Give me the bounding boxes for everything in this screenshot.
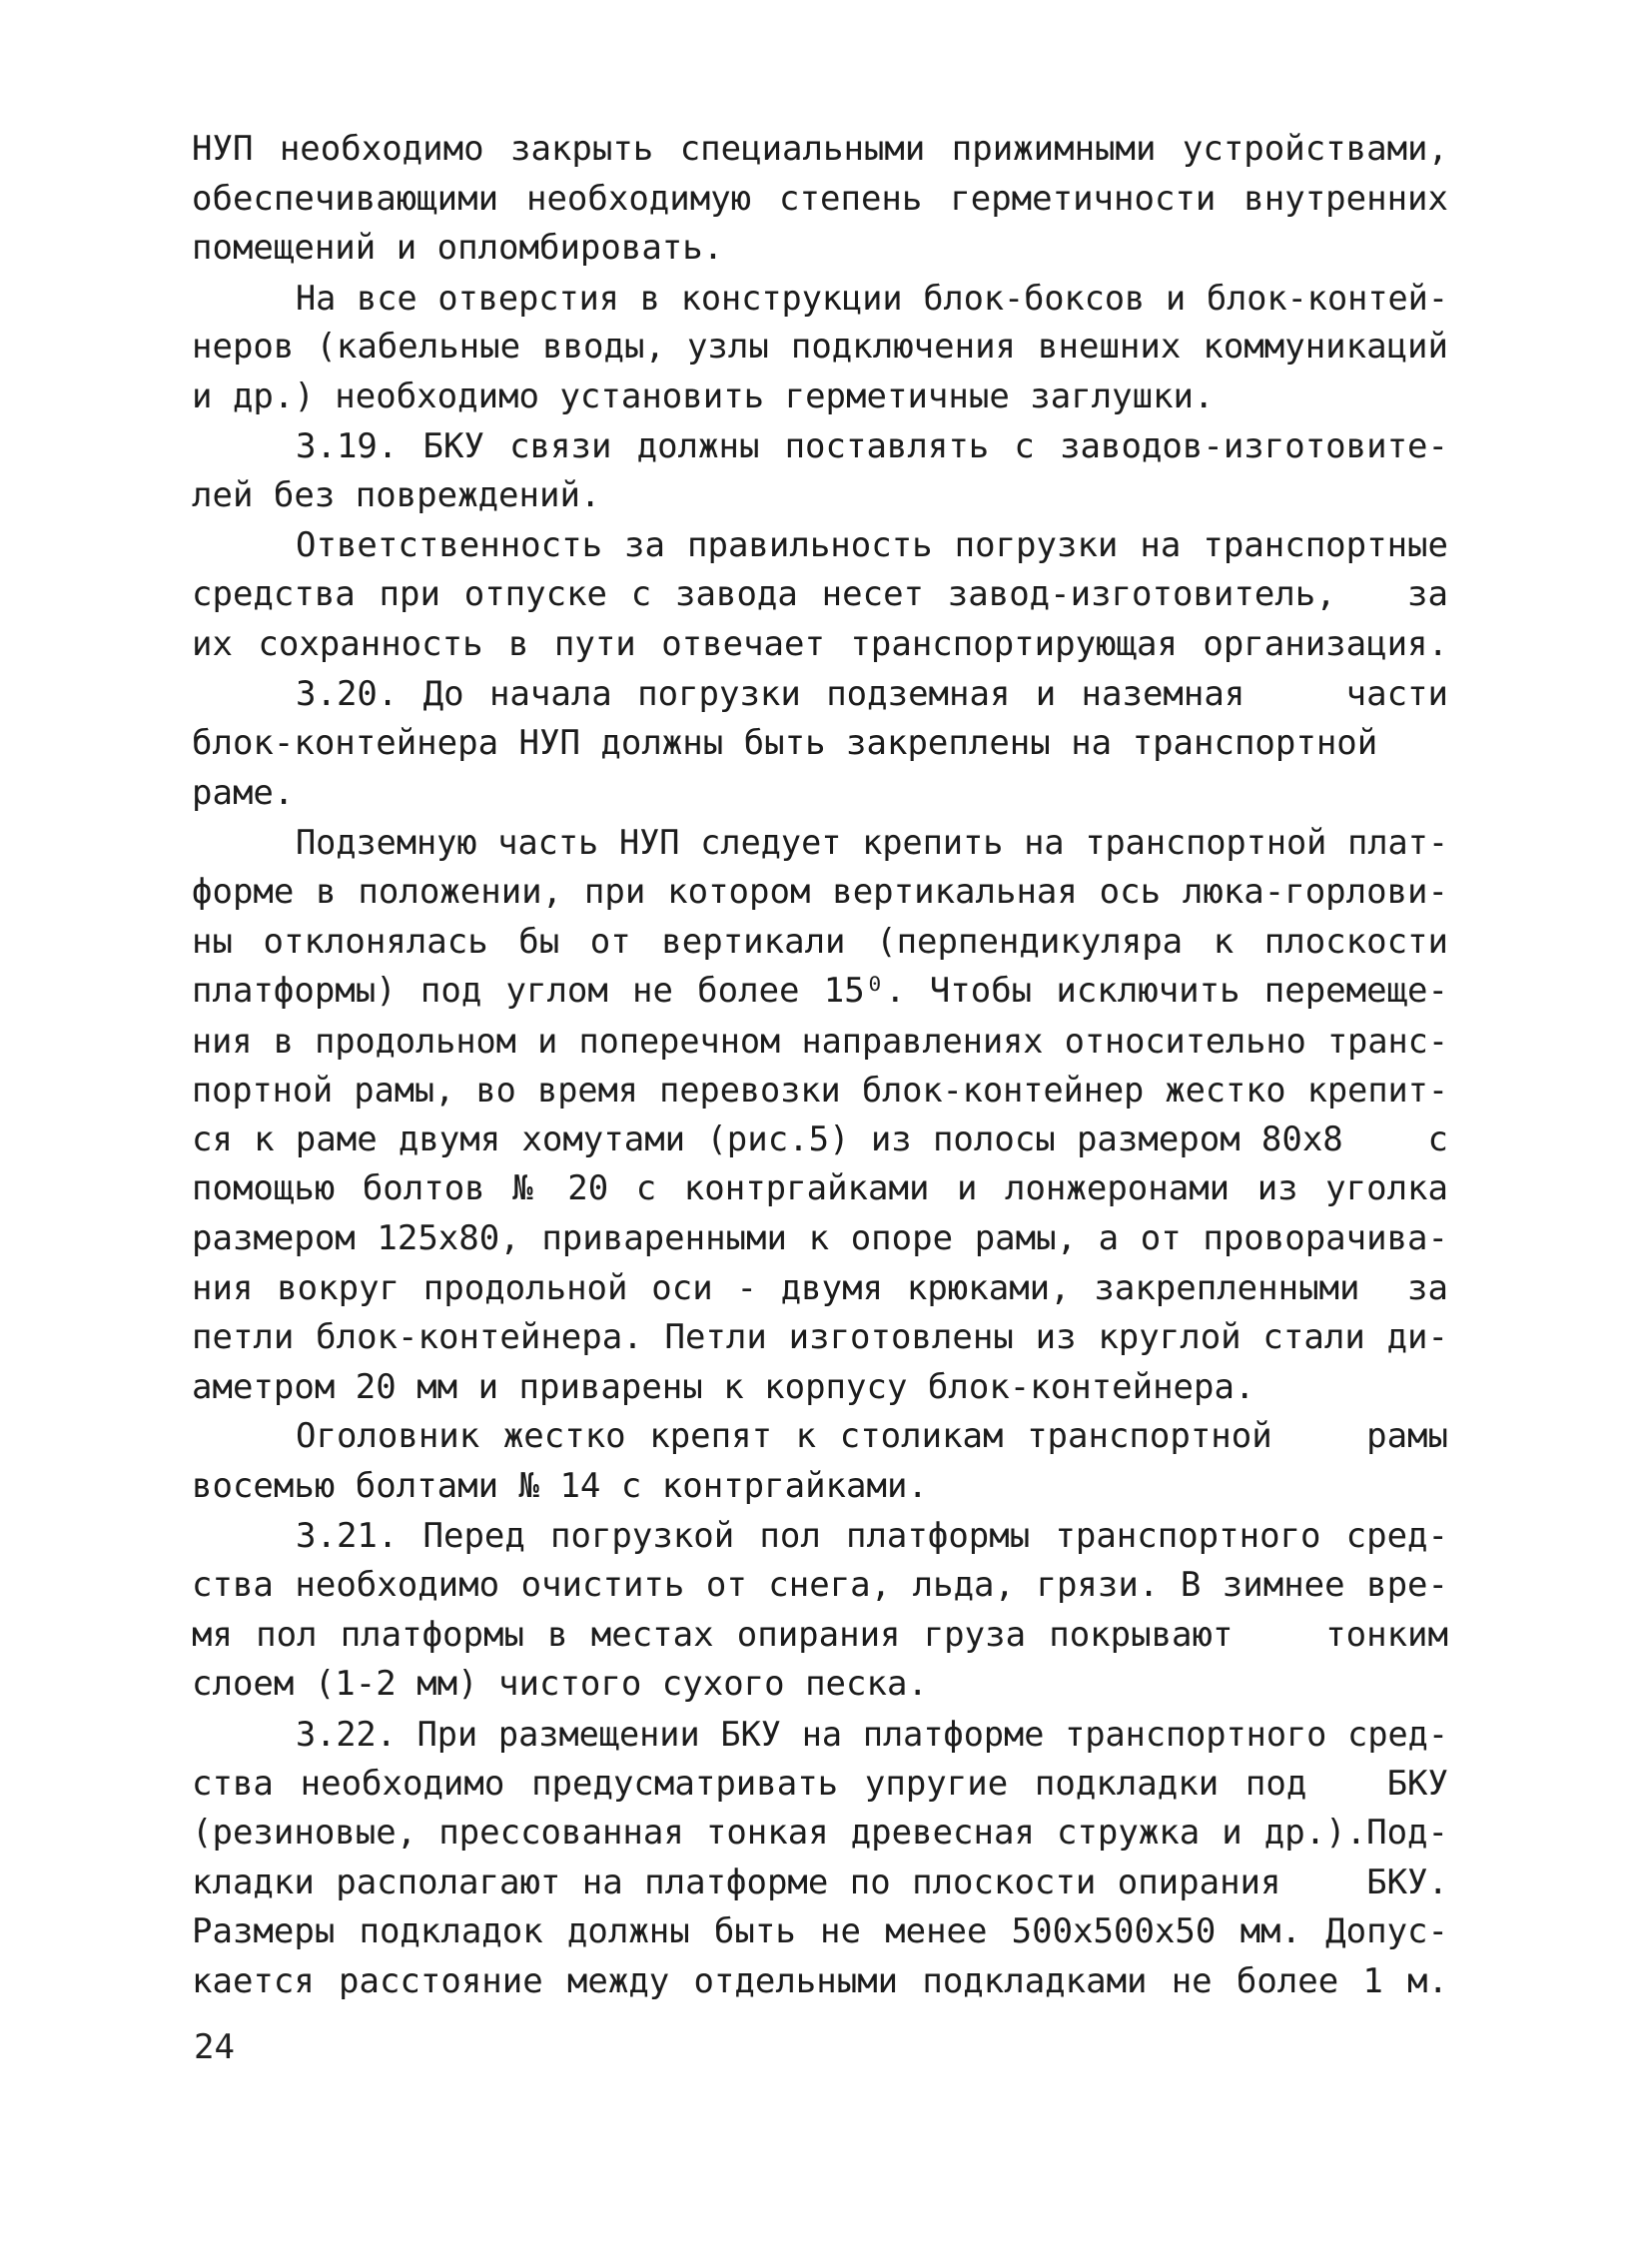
text-line: помощью болтов № 20 с контргайками и лонжеронами из уголка — [192, 1168, 1448, 1209]
text-line: портной рамы, во время перевозки блок-контейнер жестко крепит- — [192, 1071, 1448, 1111]
body-text — [192, 125, 1448, 2007]
text-line: раме. — [192, 772, 295, 813]
text-line: ства необходимо очистить от снега, льда, грязи. В зимнее вре- — [192, 1565, 1448, 1606]
text-line: На все отверстия в конструкции блок-боксов и блок-контей- — [296, 278, 1448, 318]
text-line: обеспечивающими необходимую степень герметичности внутренних — [192, 178, 1448, 219]
text-line: Размеры подкладок должны быть не менее 500х500х50 мм. Допус- — [192, 1911, 1448, 1952]
text-line: 3.22. При размещении БКУ на платформе транспортного сред- — [296, 1715, 1448, 1754]
text-line: Ответственность за правильность погрузки на транспортные — [296, 524, 1448, 565]
text-line: ства необходимо предусматривать упругие подкладки под БКУ — [192, 1763, 1448, 1804]
text-line: помещений и опломбировать. — [192, 228, 724, 269]
text-line: лей без повреждений. — [192, 475, 601, 516]
text-line: 3.20. До начала погрузки подземная и наземная части — [296, 673, 1448, 714]
text-line: ны отклонялась бы от вертикали (перпендикуляра к плоскости — [192, 921, 1448, 962]
text-line: слоем (1-2 мм) чистого сухого песка. — [192, 1664, 928, 1705]
text-line: ния в продольном и поперечном направлениях относительно транс- — [192, 1021, 1448, 1061]
text-line: форме в положении, при котором вертикальная ось люка-горлови- — [192, 871, 1448, 912]
text-line: ся к раме двумя хомутами (рис.5) из полосы размером 80х8 с — [192, 1119, 1448, 1159]
text-line: ния вокруг продольной оси - двумя крюками, закрепленными за — [192, 1267, 1448, 1308]
text-line: петли блок-контейнера. Петли изготовлены из круглой стали ди- — [192, 1317, 1448, 1358]
text-line: средства при отпуске с завода несет завод-изготовитель, за — [192, 574, 1448, 615]
text-line: восемью болтами № 14 с контргайками. — [192, 1466, 928, 1507]
text-line: кается расстояние между отдельными подкладками не более 1 м. — [192, 1960, 1448, 2001]
text-line: размером 125х80, приваренными к опоре рамы, а от проворачива- — [192, 1218, 1448, 1259]
text-line: 3.19. БКУ связи должны поставлять с заводов-изготовите- — [296, 425, 1448, 466]
text-line: (резиновые, прессованная тонкая древесная стружка и др.).Под- — [192, 1813, 1448, 1854]
text-line: 3.21. Перед погрузкой пол платформы транспортного сред- — [296, 1515, 1448, 1556]
text-line: платформы) под углом не более 15⁰. Чтобы исключить перемеще- — [192, 971, 1448, 1012]
text-line: блок-контейнера НУП должны быть закреплены на транспортной — [192, 723, 1378, 764]
text-line: НУП необходимо закрыть специальными прижимными устройствами, — [192, 129, 1448, 169]
text-line: Подземную часть НУП следует крепить на транспортной плат- — [296, 823, 1448, 863]
text-line: и др.) необходимо установить герметичные заглушки. — [192, 375, 1215, 416]
text-line: Оголовник жестко крепят к столикам транспортной рамы — [296, 1416, 1448, 1457]
text-line: мя пол платформы в местах опирания груза покрывают тонким — [192, 1614, 1448, 1655]
text-line: их сохранность в пути отвечает транспортирующая организация. — [192, 623, 1448, 664]
text-line: аметром 20 мм и приварены к корпусу блок-контейнера. — [192, 1366, 1255, 1407]
text-line: неров (кабельные вводы, узлы подключения внешних коммуникаций — [192, 327, 1448, 368]
page-number: 24 — [194, 2027, 235, 2067]
text-line: кладки располагают на платформе по плоскости опирания БКУ. — [192, 1862, 1448, 1902]
